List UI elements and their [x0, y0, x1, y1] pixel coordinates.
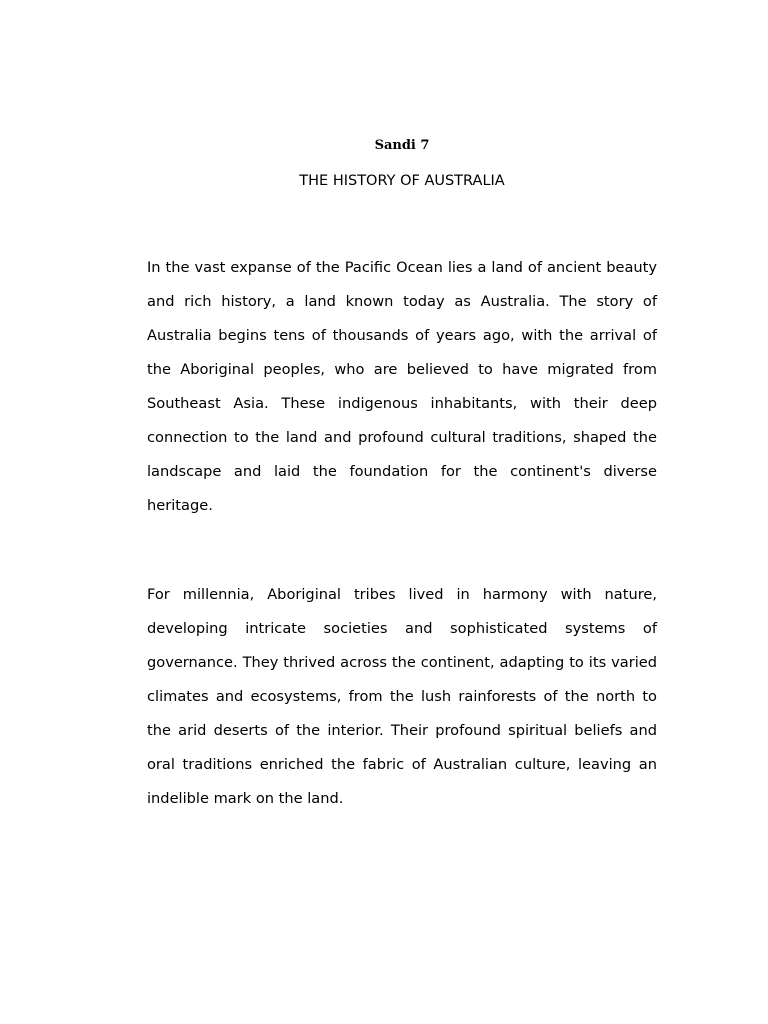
- document-title: THE HISTORY OF AUSTRALIA: [299, 173, 505, 189]
- paragraph-2: For millennia, Aboriginal tribes lived in harmony with nature, developing intricate societies and sophisticated systems of governance. They thrived across the continent, adapting to its varied climates and ecosystems, from the lush rainforests of the north to the arid deserts of the interior. Their profound spiritual beliefs and oral traditions enriched the fabric of Australian culture, leaving an indelible mark on the land.: [147, 586, 657, 807]
- paragraph-1: In the vast expanse of the Pacific Ocean lies a land of ancient beauty and rich history, a land known today as Australia. The story of Australia begins tens of thousands of years ago, with the arrival of the Aboriginal peoples, who are believed to have migrated from Southeast Asia. These indigenous inhabitants, with their deep connection to the land and profound cultural traditions, shaped the landscape and laid the foundation for the continent's diverse heritage.: [147, 259, 657, 514]
- page-header: Sandi 7: [374, 138, 430, 153]
